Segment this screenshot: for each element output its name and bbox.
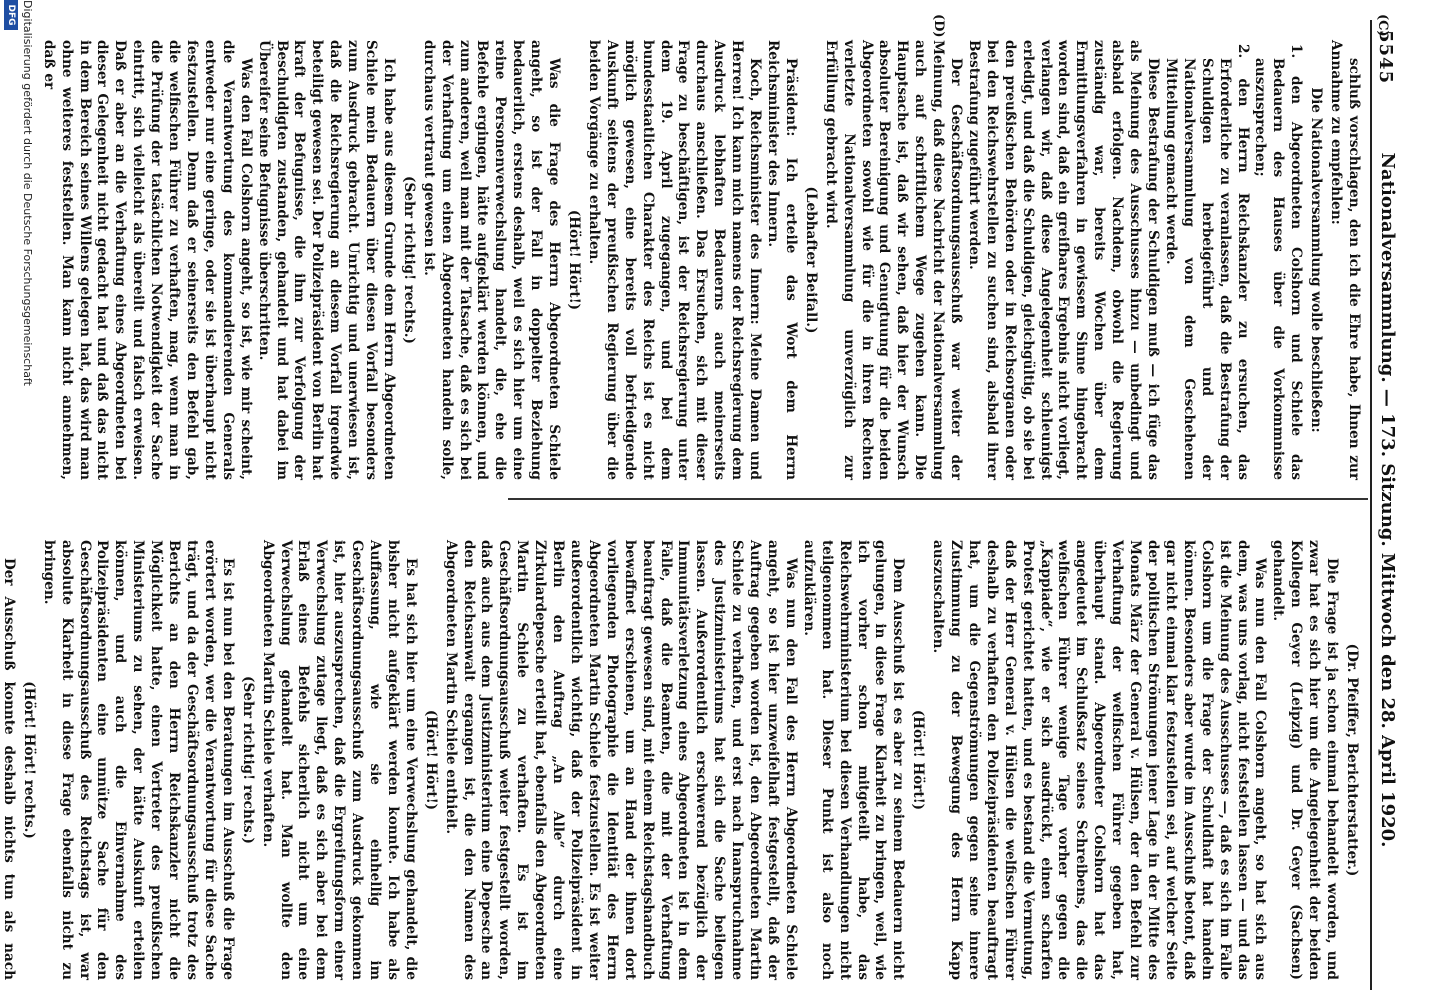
paragraph: Was den Fall Colshorn angeht, so ist, wie mir scheint, die Verantwortung des kommandierenden Generals entweder nur eine geringe, oder sie ist überhaupt nicht festzustellen. Denn daß er seinerseits den Befehl gab, die welfischen Führer zu verhaften, mag, wenn man in die Prüfung der tatsächlichen Notwendigkeit der Sache eintritt, sich vielleicht als übereilt und falsch erweisen. Daß er aber an die Verhaftung eines Abgeordneten bei dieser Gelegenheit nicht gedacht hat und daß das nicht in dem Bereich seines Willens gelegen hat, das wird man ohne weiteres feststellen. Man kann nicht annehmen, daß er <box>40 40 254 480</box>
list-item: 2. den Herrn Reichskanzler zu ersuchen, das Erforderliche zu veranlassen, daß die Bestrafung der Schuldigen herbeigeführt und der Nationalversammlung von dem Geschehenen Mitteilung gemacht werde. <box>1162 44 1251 480</box>
column-rule <box>508 498 1368 500</box>
paragraph: Präsident: Ich erteile das Wort dem Herrn Reichsminister des Innern. <box>765 40 799 480</box>
paragraph: Die Frage ist ja schon einmal behandelt worden, und zwar hat es sich hier um die Angelegenheit der beiden Kollegen Geyer (Leipzig) und Dr. Geyer (Sachsen) gehandelt. <box>1270 540 1341 980</box>
paragraph: Ich habe aus diesem Grunde dem Herrn Abgeordneten Schiele mein Bedauern über diesen Vorfall besonders zum Ausdruck gebracht. Unrichtig und unerwiesen ist, daß die Reichsregierung an diesem Vorfall irgendwie beteiligt gewesen sei. Der Polizeipräsident von Berlin hat kraft der Befugnisse, die ihm zur Verfolgung der Beschuldigten zustanden, gehandelt und hat dabei im Übereifer seine Befugnisse überschritten. <box>255 40 397 480</box>
margin-marker-c: (C) <box>1375 14 1390 37</box>
interjection: (Hört! Hört!) <box>422 709 439 811</box>
margin-marker-d: (D) <box>931 14 946 38</box>
page-header-title: Nationalversammlung. — 173. Sitzung. Mittwoch den 28. April 1920. <box>1377 152 1398 848</box>
paragraph: Dem Ausschuß ist es aber zu seinem Bedauern nicht gelungen, in diese Frage Klarheit zu bringen, weil, wie ich vorher schon mitgeteilt habe, das Reichswehrministerium bei diesen Verhandlungen nicht teilgenommen hat. Dieser Punkt ist also noch aufzuklären. <box>800 540 907 980</box>
paragraph: Was nun den Fall des Herrn Abgeordneten Schiele angeht, so ist hier unzweifelhaft festgestellt, daß der Auftrag gegeben worden ist, den Abgeordneten Martin Schiele zu verhaften, und erst nach Inanspruchnahme des Justizministeriums hat sich die Sache beilegen lassen. Außerordentlich erschwerend bezüglich der Immunitätsverletzung eines Abgeordneten ist in dem Falle, daß die Beamten, die mit der Verhaftung beauftragt gewesen sind, mit einem Reichstagshandbuch bewaffnet erschienen, um an Hand der ihnen dort vorliegenden Photographie die Identität des Herrn Abgeordneten Martin Schiele festzustellen. Es ist weiter außerordentlich wichtig, daß der Polizeipräsident in Berlin den Auftrag „An Alle“ durch eine Zirkulardepesche erteilt hat, ebenfalls den Abgeordneten Martin Schiele zu verhaften. Es ist im Geschäftsordnungsausschuß weiter festgestellt worden, daß auch aus dem Justizministerium eine Depesche an den Reichsanwalt ergangen ist, die den Namen des Abgeordneten Martin Schiele enthielt. <box>442 540 799 980</box>
interjection: (Sehr richtig! rechts.) <box>400 176 417 344</box>
speaker-note: (Dr. Pfeiffer, Berichterstatter.) <box>1344 643 1360 877</box>
paragraph: Koch, Reichsminister des Innern: Meine Damen und Herren! Ich kann mich namens der Reichsregierung dem Ausdruck lebhaften Bedauerns auch meinerseits durchaus anschließen. Das Ersuchen, sich mit dieser Frage zu beschäftigen, ist der Reichsregierung unter dem 19. April zugegangen, und bei dem bundesstaatlichen Charakter des Reichs ist es nicht möglich gewesen, eine bereits voll befriedigende Auskunft seitens der preußischen Regierung über die beiden Vorgänge zu erhalten. <box>585 40 764 480</box>
list-item: 1. den Abgeordneten Colshorn und Schiele das Bedauern des Hauses über die Vorkommnisse auszusprechen; <box>1252 44 1305 480</box>
left-text-column <box>0 540 1362 980</box>
interjection: (Sehr richtig! rechts.) <box>239 676 256 844</box>
interjection: (Lebhafter Beifall.) <box>802 186 819 334</box>
paragraph: Diese Bestrafung der Schuldigen muß — ich füge das als Meinung des Ausschusses hinzu — unbedingt und alsbald erfolgen. Nachdem, obwohl die Regierung zuständig war, bereits Wochen über dem Ermittlungsverfahren in gewissem Sinne hingebracht worden sind, daß ein greifbares Ergebnis nicht vorliegt, verlangen wir, daß diese Angelegenheit schleunigst erledigt, und daß die Schuldigen, gleichgültig, ob sie bei den preußischen Behörden oder in Reichsorganen oder bei den Reichswehrstellen zu suchen sind, alsbald ihrer Bestrafung zugeführt werden. <box>965 40 1162 480</box>
interjection: (Hört! Hört!) <box>566 209 583 311</box>
paragraph: Es hat sich hier um eine Verwechslung gehandelt, die bisher nicht aufgeklärt werden konnte. Ich habe als Auffassung, wie sie einhellig im Geschäftsordnungsausschuß zum Ausdruck gekommen ist, hier auszusprechen, daß die Ergreifungsform einer Verwechslung zutage liegt, daß es sich aber bei dem Erlaß eines Befehls sicherlich nicht um eine Verwechslung gehandelt hat. Man wollte den Abgeordneten Martin Schiele verhaften. <box>259 540 419 980</box>
paragraph: Die Nationalversammlung wolle beschließen: <box>1308 87 1325 433</box>
paragraph: Was nun den Fall Colshorn angeht, so hat sich aus dem, was uns vorlag, nicht feststellen lassen — und das ist die Meinung des Ausschusses —, daß es sich im Falle Colshorn um die Frage der Schuldhaft hat handeln können. Besonders aber wurde im Ausschuß betont, daß gar nicht einmal klar festzustellen sei, auf welcher Seite der politischen Strömungen jener Lage in der Mitte des Monats März der General v. Hülsen, der den Befehl zur Verhaftung der welfischen Führer gegeben hat, überhaupt stand. Abgeordneter Colshorn hat das angedeutet im Schlußsatz seines Schreibens, das die welfischen Führer wenige Tage vorher gegen die „Kappiade“, wie er sich ausdrückt, einen scharfen Protest gerichtet hatten, und es bestand die Vermutung, daß der Herr General v. Hülsen die welfischen Führer deshalb zu verhaften den Polizeipräsidenten beauftragt hat, um die Gegenströmungen gegen seine innere Zustimmung zu der Bewegung des Herrn Kapp auszuschalten. <box>930 540 1269 980</box>
page-number: 5545 <box>1375 30 1396 85</box>
interjection: (Hört! Hört!) <box>910 709 927 811</box>
header-rule <box>1370 20 1372 990</box>
interjection: (Hört! Hört! rechts.) <box>20 681 37 839</box>
paragraph: Was die Frage des Herrn Abgeordneten Schiele angeht, so ist der Fall in doppelter Beziehung bedauerlich, erstens deshalb, weil es sich hier um eine reine Personenverwechslung handelt, die, ehe die Befehle ergingen, hätte aufgeklärt werden können, und zum anderen, weil man mit der Tatsache, daß es sich bei der Verhaftung um einen Abgeordneten handeln solle, durchaus vertraut gewesen ist. <box>420 40 563 480</box>
paragraph: schluß vorschlagen, den ich die Ehre habe, Ihnen zur Annahme zu empfehlen: <box>1328 40 1362 480</box>
paragraph: Es ist nun bei den Beratungen im Ausschuß die Frage erörtert worden, wer die Verantwortung für diese Sache trägt, und da der Geschäftsordnungsausschuß trotz des Berichts an den Herrn Reichskanzler nicht die Möglichkeit hatte, einen Vertreter des preußischen Ministeriums zu sehen, der hätte Auskunft erteilen können, und auch die Einvernahme des Polizeipräsidenten eine unnütze Sache für den Geschäftsordnungsausschuß des Reichstags ist, war absolute Klarheit in diese Frage ebenfalls nicht zu bringen. <box>40 540 236 980</box>
dfg-logo: DFG <box>4 0 18 30</box>
right-text-column <box>40 40 1362 480</box>
digitization-note: Digitalisierung gefördert durch die Deutsche Forschungsgemeinschaft <box>21 0 34 386</box>
paragraph: Der Geschäftsordnungsausschuß war weiter der Meinung, daß diese Nachricht der Nationalversammlung auch auf schriftlichem Wege zugehen kann. Die Hauptsache ist, daß wir sehen, daß hier der Wunsch absoluter Bereinigung und Genugtuung für die beiden Abgeordneten sowohl wie für die in ihren Rechten verletzte Nationalversammlung unverzüglich zur Erfüllung gebracht wird. <box>822 40 965 480</box>
paragraph: Der Ausschuß konnte deshalb nichts tun als nach <box>0 558 17 980</box>
